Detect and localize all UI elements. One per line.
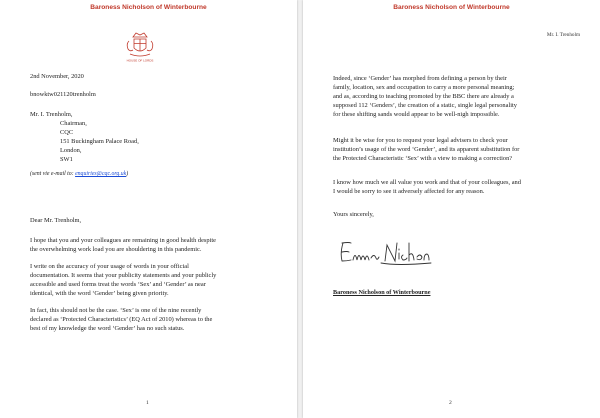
sent-via-note: (sent vie e-mail to: enquiries@cqc.org.uk)	[30, 171, 129, 177]
closing: Yours sincerely,	[333, 211, 374, 218]
letter-page-1	[0, 0, 297, 418]
email-link[interactable]: enquiries@cqc.org.uk	[75, 171, 127, 177]
body-paragraph: I hope that you and your colleagues are remaining in good health despite the overwhelming work load you are shouldering in this pandemic.	[30, 237, 216, 253]
body-paragraph: In fact, this should not be the case. ‘Sex’ is one of the nine recently declared as ‘Protected Characteristics’ (EQ Act of 2010) whereas to the best of my knowledge the word ‘Gender’ has no such status.	[30, 307, 213, 332]
page-number: 2	[449, 400, 452, 406]
address-line: Chairman,	[60, 120, 87, 127]
body-paragraph: Might it be wise for you to request your legal advisers to check your institution’s usage of the word ‘Gender’, and its apparent substitution for the Protected Characteristic ‘Sex’ with a view to making a correction?	[333, 137, 520, 162]
letter-reference: bnowktw021120trenholm	[30, 91, 96, 98]
body-paragraph: I write on the accuracy of your usage of words in your official documentation. It seems that your publicity statements and your publicly accessible and used forms treat the words ‘Sex’ and ‘Gender’ as near identical, with the word ‘Gender’ being given priority.	[30, 263, 217, 297]
address-line: Mr. I. Trenholm,	[30, 111, 73, 118]
handwritten-signature	[337, 233, 437, 269]
address-line: London,	[60, 147, 82, 154]
address-line: SW1	[60, 156, 73, 163]
body-paragraph: I know how much we all value you work and that of your colleagues, and I would be sorry to see it adversely affected for any reason.	[333, 179, 521, 195]
page-number: 1	[146, 400, 149, 406]
body-paragraph: Indeed, since ‘Gender’ has morphed from defining a person by their family, location, sex and occupation to carry a more personal meaning; and as, according to teaching promoted by the BBC there are already a supposed 112 ‘Genders’, the creation of a static, single legal personality for these shifting sands would appear to be well-nigh impossible.	[333, 75, 517, 118]
letter-page-2	[303, 0, 600, 418]
letter-date: 2nd November, 2020	[30, 73, 84, 80]
letterhead-title: Baroness Nicholson of Winterbourne	[393, 4, 510, 11]
salutation: Dear Mr. Trenholm,	[30, 217, 82, 224]
house-of-lords-crest-icon	[121, 28, 159, 64]
svg-text:HOUSE OF LORDS: HOUSE OF LORDS	[126, 58, 154, 63]
signatory-name: Baroness Nicholson of Winterbourne	[333, 289, 431, 296]
address-line: CQC	[60, 129, 74, 136]
recipient-address	[30, 110, 139, 164]
letterhead-title: Baroness Nicholson of Winterbourne	[90, 4, 207, 11]
address-line: 151 Buckingham Palace Road,	[60, 138, 139, 145]
addressee-reference: Mr. I. Trenholm	[546, 32, 580, 38]
